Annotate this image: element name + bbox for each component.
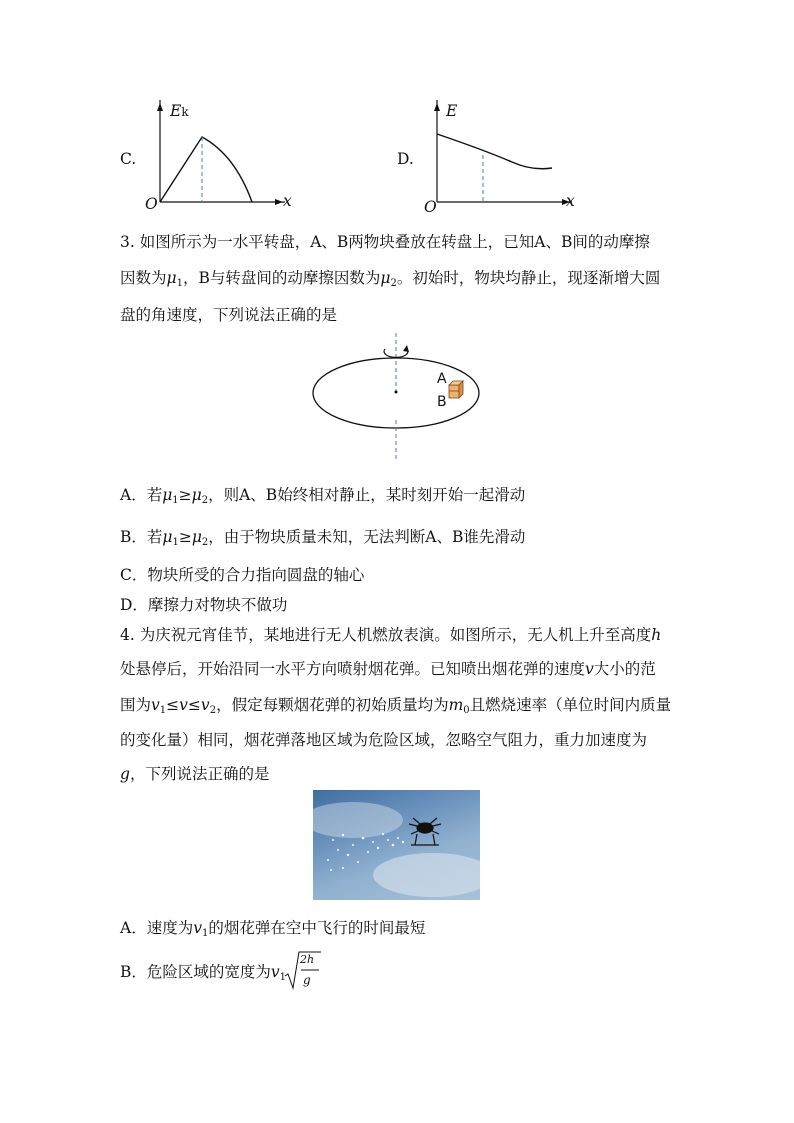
- q4-option-b: B．危险区域的宽度为$v_1$: [120, 963, 287, 983]
- q3-option-c: C．物块所受的合力指向圆盘的轴心: [120, 566, 365, 584]
- option-d-letter: D.: [397, 150, 414, 168]
- sqrt-numerator: 2h: [300, 953, 315, 966]
- q3-line1: 3. 如图所示为一水平转盘，A、B两物块叠放在转盘上，已知A、B间的动摩擦: [120, 233, 650, 251]
- option-c-graph: [145, 100, 295, 215]
- turntable-figure: [310, 333, 485, 463]
- option-d-origin: O: [424, 198, 437, 216]
- q3-option-a: A．若$\mu_1\ge\mu_2$，则A、B始终相对静止，某时刻开始一起滑动: [120, 486, 526, 506]
- q3-option-d: D．摩擦力对物块不做功: [120, 596, 288, 614]
- option-d-xlabel: x: [566, 192, 575, 210]
- figure-label-a: A: [437, 371, 447, 387]
- q3-line2: 因数为$\mu_1$，B与转盘间的动摩擦因数为$\mu_2$。初始时，物块均静止，现逐渐增大圆: [120, 269, 661, 289]
- q4-line2: 处悬停后，开始沿同一水平方向喷射烟花弹。已知喷出烟花弹的速度v大小的范: [120, 660, 656, 678]
- q4-option-a: A．速度为$v_1$的烟花弹在空中飞行的时间最短: [120, 919, 426, 939]
- q4-line5: g，下列说法正确的是: [120, 765, 270, 783]
- figure-label-b: B: [437, 394, 447, 410]
- option-c-origin: O: [145, 195, 158, 213]
- option-c-ylabel: Ek: [170, 102, 189, 120]
- q4-line4: 的变化量）相同，烟花弹落地区域为危险区域，忽略空气阻力，重力加速度为: [120, 731, 648, 749]
- sqrt-denominator: g: [303, 973, 311, 987]
- option-c-letter: C.: [120, 150, 137, 168]
- q3-line3: 盘的角速度，下列说法正确的是: [120, 306, 338, 324]
- q3-option-b: B．若$\mu_1\ge\mu_2$，由于物块质量未知，无法判断A、B谁先滑动: [120, 528, 526, 548]
- option-c-xlabel: x: [283, 192, 292, 210]
- q4-line1: 4. 为庆祝元宵佳节，某地进行无人机燃放表演。如图所示，无人机上升至高度h: [120, 626, 662, 644]
- drone-photo: [313, 790, 480, 900]
- option-d-ylabel: E: [446, 102, 458, 120]
- q4-line3: 围为$v_1\le v\le v_2$，假定每颗烟花弹的初始质量均为$m_0$且燃烧速率（单位时间内质量: [120, 696, 672, 716]
